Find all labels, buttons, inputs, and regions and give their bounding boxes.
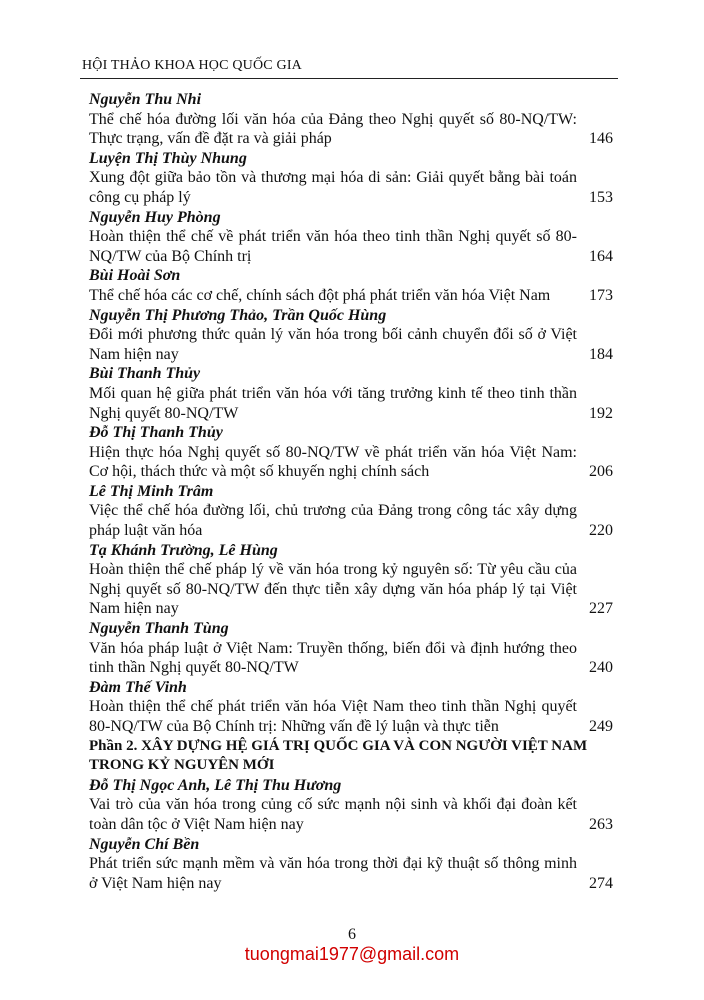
- toc-entry: [89, 423, 615, 482]
- part-2-heading-line-1: Phần 2. XÂY DỰNG HỆ GIÁ TRỊ QUỐC GIA VÀ CON NGƯỜI VIỆT NAM: [89, 737, 588, 754]
- entry-row: [89, 325, 615, 364]
- entry-title: Hoàn thiện thể chế về phát triển văn hóa theo tinh thần Nghị quyết số 80-NQ/TW của Bộ Chính trị: [89, 228, 577, 265]
- entry-title: Đổi mới phương thức quản lý văn hóa trong bối cảnh chuyển đổi số ở Việt Nam hiện nay: [89, 326, 577, 363]
- entry-title: Xung đột giữa bảo tồn và thương mại hóa di sản: Giải quyết bằng bài toán công cụ pháp lý: [89, 169, 577, 206]
- part-2-heading-line-2: TRONG KỶ NGUYÊN MỚI: [89, 757, 275, 774]
- entry-page-number: 227: [589, 600, 613, 618]
- entry-page-number: 263: [589, 815, 613, 833]
- entry-title: Việc thể chế hóa đường lối, chủ trương của Đảng trong công tác xây dựng pháp luật văn hóa: [89, 502, 577, 540]
- entry-page-number: 146: [589, 130, 613, 148]
- entry-title: Hiện thực hóa Nghị quyết số 80-NQ/TW về phát triển văn hóa Việt Nam: Cơ hội, thách thức và một số khuyến nghị chính sách: [89, 443, 577, 481]
- toc-entry: [89, 835, 615, 894]
- entry-page-number: 184: [589, 345, 613, 363]
- entry-author: Luyện Thị Thùy Nhung: [89, 149, 247, 167]
- toc-entries-part-1: [89, 90, 615, 737]
- entry-title: Hoàn thiện thể chế pháp lý về văn hóa trong kỷ nguyên số: Từ yêu cầu của Nghị quyết số 80-NQ/TW đến thực tiễn xây dựng văn hóa pháp lý tại Việt Nam hiện nay: [89, 561, 577, 618]
- entry-author: Nguyễn Thị Phương Thảo, Trần Quốc Hùng: [89, 306, 387, 324]
- entry-page-number: 173: [589, 286, 613, 304]
- entry-author: Bùi Thanh Thủy: [89, 365, 201, 383]
- entry-author: Đỗ Thị Ngọc Anh, Lê Thị Thu Hương: [89, 776, 342, 794]
- toc-entry: [89, 678, 615, 737]
- table-of-contents: [89, 90, 615, 893]
- entry-row: [89, 697, 615, 736]
- entry-page-number: 249: [589, 718, 613, 735]
- entry-row: [89, 286, 615, 306]
- entry-title: Thể chế hóa các cơ chế, chính sách đột phá phát triển văn hóa Việt Nam: [89, 286, 551, 304]
- toc-entry: [89, 266, 615, 305]
- toc-entry: [89, 619, 615, 678]
- entry-row: [89, 227, 615, 266]
- entry-author: Tạ Khánh Trường, Lê Hùng: [89, 541, 278, 559]
- page-number: 6: [348, 926, 356, 943]
- entry-title: Thể chế hóa đường lối văn hóa của Đảng theo Nghị quyết số 80-NQ/TW: Thực trạng, vấn đề đặt ra và giải pháp: [89, 110, 577, 148]
- entry-row: [89, 384, 615, 423]
- part-2-heading: [89, 737, 615, 776]
- toc-entry: [89, 149, 615, 208]
- toc-entry: [89, 364, 615, 423]
- toc-entries-part-2: [89, 776, 615, 894]
- toc-entry: [89, 541, 615, 619]
- header-rule: [80, 78, 618, 79]
- entry-author: Nguyễn Huy Phòng: [89, 208, 221, 226]
- entry-row: [89, 560, 615, 619]
- entry-author: Lê Thị Minh Trâm: [89, 482, 214, 500]
- entry-row: [89, 168, 615, 207]
- entry-row: [89, 854, 615, 893]
- entry-title: Mối quan hệ giữa phát triển văn hóa với tăng trưởng kinh tế theo tinh thần Nghị quyết 80-NQ/TW: [89, 384, 577, 422]
- entry-title: Vai trò của văn hóa trong củng cố sức mạnh nội sinh và khối đại đoàn kết toàn dân tộc ở Việt Nam hiện nay: [89, 796, 577, 833]
- entry-page-number: 206: [589, 463, 613, 481]
- entry-author: Đỗ Thị Thanh Thủy: [89, 424, 223, 442]
- entry-author: Nguyễn Chí Bền: [89, 835, 200, 853]
- entry-row: [89, 795, 615, 834]
- entry-page-number: 274: [589, 874, 613, 892]
- entry-author: Đàm Thế Vinh: [89, 678, 187, 696]
- toc-entry: [89, 90, 615, 149]
- running-header: HỘI THẢO KHOA HỌC QUỐC GIA: [82, 58, 302, 73]
- entry-row: [89, 639, 615, 678]
- entry-author: Nguyễn Thanh Tùng: [89, 620, 229, 638]
- entry-page-number: 153: [589, 188, 613, 206]
- entry-page-number: 220: [589, 522, 613, 540]
- entry-row: [89, 110, 615, 149]
- entry-author: Nguyễn Thu Nhi: [89, 91, 202, 108]
- entry-page-number: 240: [589, 659, 613, 677]
- toc-entry: [89, 306, 615, 365]
- entry-title: Phát triển sức mạnh mềm và văn hóa trong thời đại kỹ thuật số thông minh ở Việt Nam hiện nay: [89, 855, 577, 892]
- entry-row: [89, 501, 615, 540]
- entry-row: [89, 443, 615, 482]
- toc-entry: [89, 776, 615, 835]
- entry-title: Hoàn thiện thể chế phát triển văn hóa Việt Nam theo tinh thần Nghị quyết 80-NQ/TW của Bộ Chính trị: Những vấn đề lý luận và thực tiễn: [89, 698, 577, 735]
- toc-entry: [89, 208, 615, 267]
- entry-page-number: 192: [589, 404, 613, 422]
- entry-author: Bùi Hoài Sơn: [89, 267, 181, 285]
- footer-email: tuongmai1977@gmail.com: [244, 944, 460, 964]
- entry-title: Văn hóa pháp luật ở Việt Nam: Truyền thống, biến đổi và định hướng theo tinh thần Nghị quyết 80-NQ/TW: [89, 639, 577, 677]
- entry-page-number: 164: [589, 247, 613, 265]
- toc-entry: [89, 482, 615, 541]
